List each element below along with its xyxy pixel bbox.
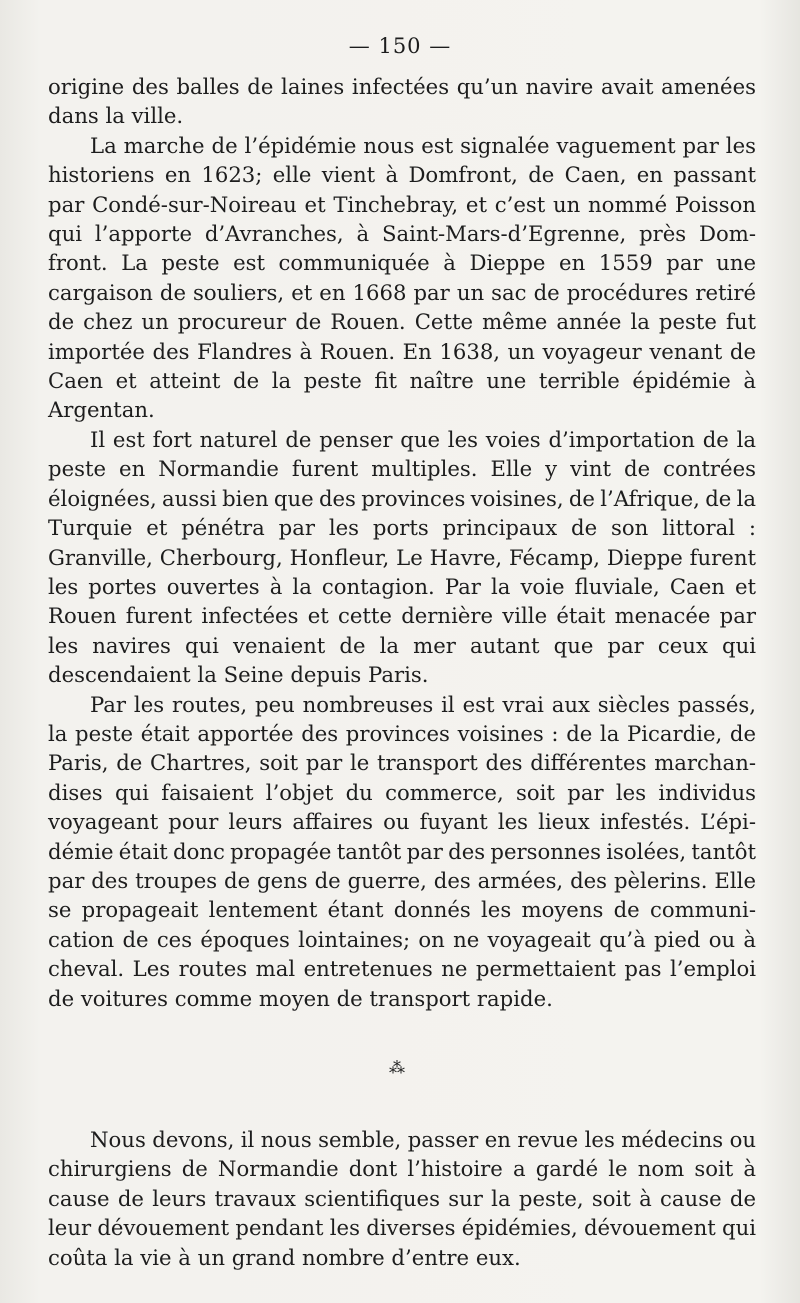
text-line: Turquie et pénétra par les ports principaux de son littoral : [48, 515, 756, 541]
text-line: coûta la vie à un grand nombre d’entre eux. [48, 1244, 521, 1270]
text-line: Il est fort naturel de penser que les voies d’importation de la [90, 426, 756, 452]
text-line: voyageant pour leurs affaires ou fuyant les lieux infestés. L’épi- [48, 809, 756, 835]
text-line: qui l’apporte d’Avranches, à Saint-Mars-d’Egrenne, près Dom- [48, 221, 756, 247]
text-line: peste en Normandie furent multiples. Elle y vint de contrées [48, 456, 756, 482]
text-line: dans la ville. [48, 103, 184, 129]
text-line: cation de ces époques lointaines; on ne voyageait qu’à pied ou à [48, 926, 756, 952]
text-line: cause de leurs travaux scientifiques sur la peste, soit à cause de [48, 1185, 756, 1211]
text-line: chirurgiens de Normandie dont l’histoire a gardé le nom soit à [48, 1156, 756, 1182]
text-line: dises qui faisaient l’objet du commerce, soit par les individus [48, 779, 756, 805]
text-line: Nous devons, il nous semble, passer en revue les médecins ou [90, 1127, 756, 1152]
text-line: leur dévouement pendant les diverses épidémies, dévouement qui [48, 1215, 756, 1241]
text-line: la peste était apportée des provinces voisines : de la Picardie, de [48, 720, 756, 746]
page-number: — 150 — [348, 34, 452, 58]
text-line: importée des Flandres à Rouen. En 1638, un voyageur venant de [48, 338, 756, 364]
text-line: démie était donc propagée tantôt par des personnes isolées, tantôt [48, 838, 756, 864]
section-separator: ⁂ [389, 1058, 411, 1077]
text-line: front. La peste est communiquée à Dieppe en 1559 par une [48, 250, 756, 276]
text-line: par Condé-sur-Noireau et Tinchebray, et c’est un nommé Poisson [48, 191, 756, 217]
text-line: Rouen furent infectées et cette dernière ville était menacée par [48, 603, 756, 629]
text-line: les portes ouvertes à la contagion. Par la voie fluviale, Caen et [48, 573, 756, 599]
text-line: Paris, de Chartres, soit par le transport des différentes marchan- [48, 750, 756, 776]
text-line: origine des balles de laines infectées qu’un navire avait amenées [48, 74, 756, 99]
text-line: Granville, Cherbourg, Honfleur, Le Havre, Fécamp, Dieppe furent [48, 544, 756, 570]
text-line: cheval. Les routes mal entretenues ne permettaient pas l’emploi [48, 956, 756, 982]
text-line: descendaient la Seine depuis Paris. [48, 662, 429, 688]
text-line: Caen et atteint de la peste fit naître une terrible épidémie à [48, 368, 756, 394]
closing-paragraph [48, 1125, 756, 1272]
text-line: La marche de l’épidémie nous est signalée vaguement par les [90, 132, 756, 158]
text-line: éloignées, aussi bien que des provinces voisines, de l’Afrique, de la [48, 485, 756, 511]
text-line: historiens en 1623; elle vient à Domfront, de Caen, en passant [48, 162, 756, 188]
text-line: les navires qui venaient de la mer autant que par ceux qui [48, 632, 756, 658]
text-line: Par les routes, peu nombreuses il est vrai aux siècles passés, [90, 691, 756, 717]
text-line: de chez un procureur de Rouen. Cette même année la peste fut [48, 309, 756, 335]
text-line: se propageait lentement étant donnés les moyens de communi- [48, 897, 756, 923]
main-text-block [48, 72, 756, 1013]
text-line: de voitures comme moyen de transport rapide. [48, 985, 553, 1011]
text-line: cargaison de souliers, et en 1668 par un sac de procédures retiré [48, 279, 756, 305]
text-line: Argentan. [48, 397, 155, 423]
text-line: par des troupes de gens de guerre, des armées, des pèlerins. Elle [48, 867, 756, 893]
